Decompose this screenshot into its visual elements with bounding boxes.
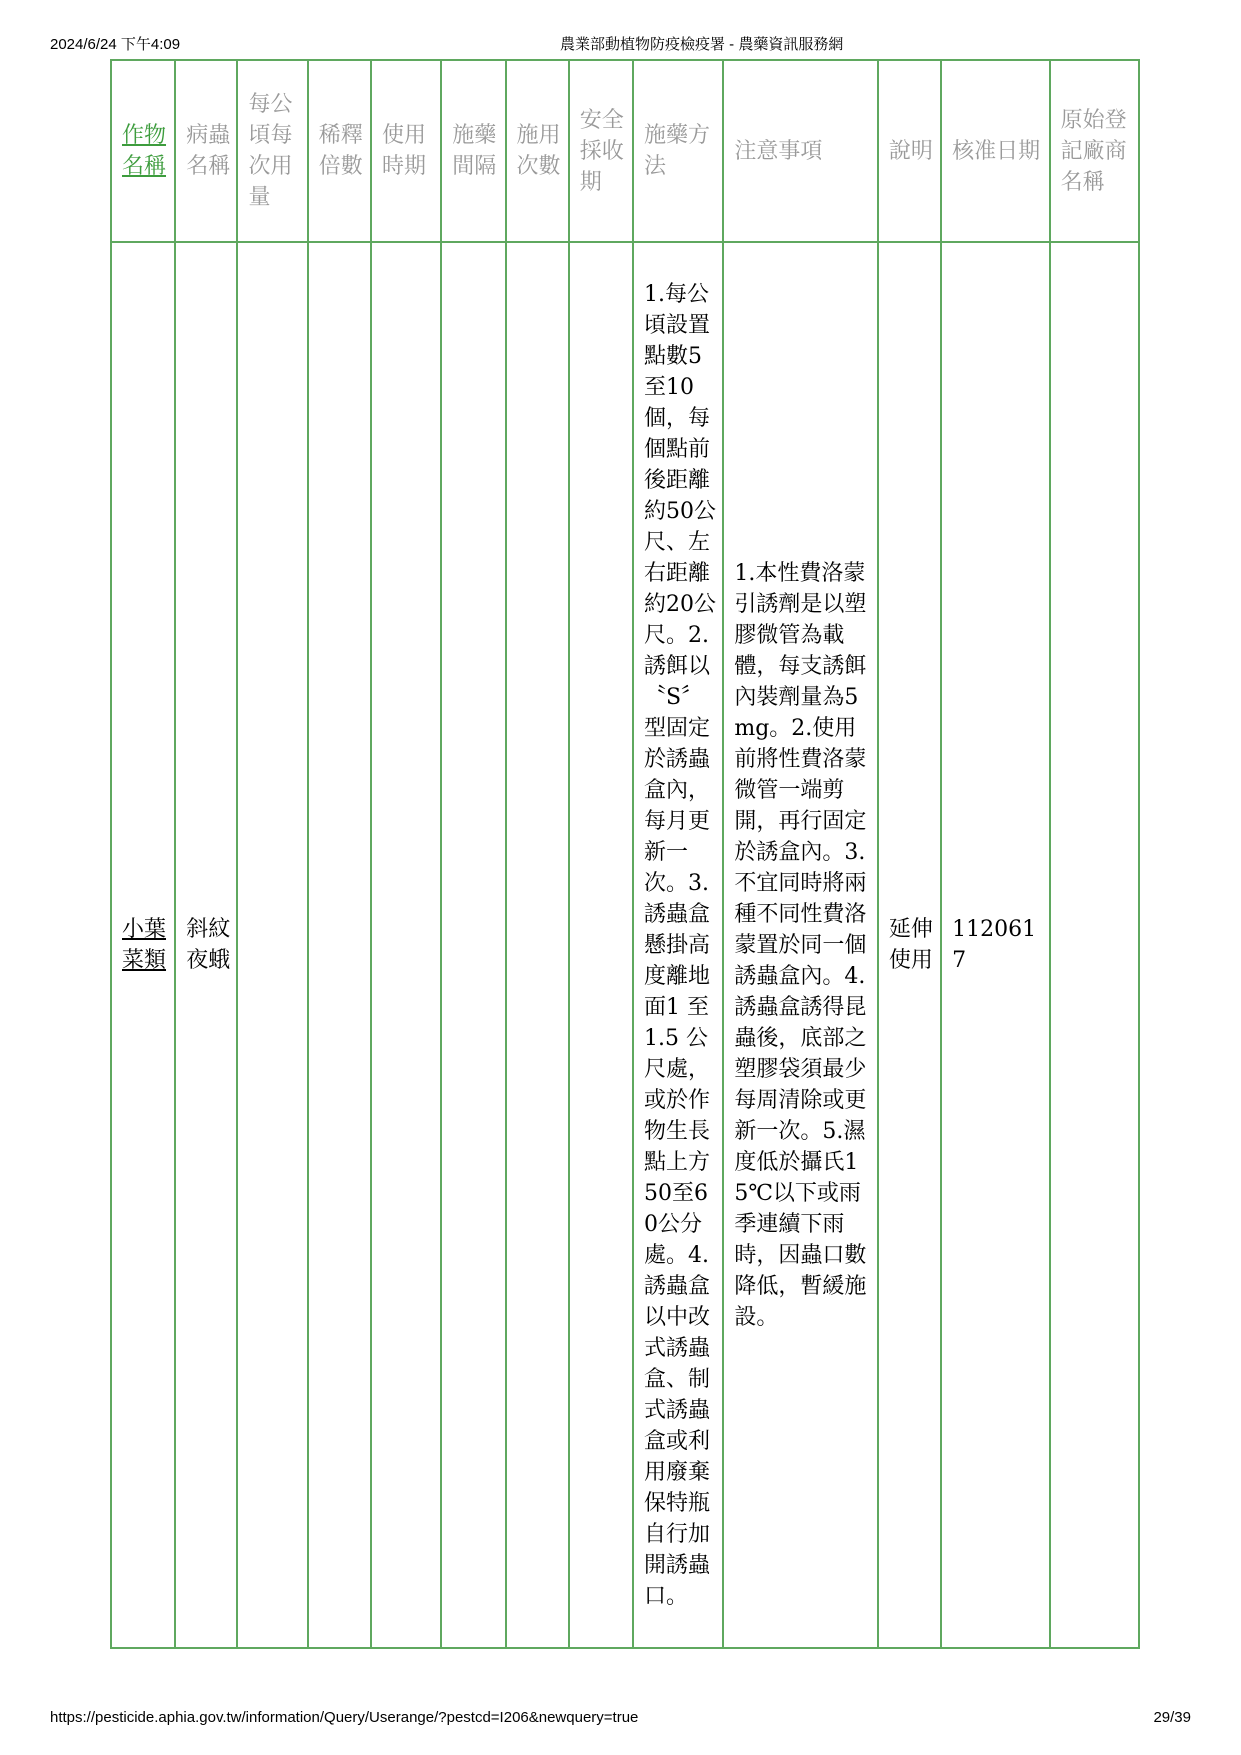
cell-dilution xyxy=(308,242,371,1648)
print-footer xyxy=(50,1709,1191,1729)
cell-registrant xyxy=(1050,242,1139,1648)
cell-dosage xyxy=(237,242,307,1648)
crop-link[interactable]: 小葉菜類 xyxy=(122,917,167,973)
table-header-row xyxy=(111,60,1139,242)
page-number: 29/39 xyxy=(1153,1709,1191,1726)
column-header-timing: 使用時期 xyxy=(371,60,441,242)
column-header-registrant: 原始登記廠商名稱 xyxy=(1050,60,1139,242)
column-header-method: 施藥方法 xyxy=(633,60,723,242)
print-header xyxy=(50,33,1191,53)
column-header-dilution: 稀釋倍數 xyxy=(308,60,371,242)
cell-safe-harvest xyxy=(569,242,633,1648)
cell-crop xyxy=(111,242,175,1648)
column-header-dosage: 每公頃每次用量 xyxy=(237,60,307,242)
page-url: https://pesticide.aphia.gov.tw/information/Query/Userange/?pestcd=I206&newquery=true xyxy=(50,1709,639,1726)
site-title: 農業部動植物防疫檢疫署 - 農藥資訊服務網 xyxy=(560,36,844,53)
column-header-safe-harvest: 安全採收期 xyxy=(569,60,633,242)
column-header-description: 說明 xyxy=(878,60,941,242)
cell-notes: 1.本性費洛蒙引誘劑是以塑膠微管為載體，每支誘餌內裝劑量為5mg。2.使用前將性費洛蒙微管一端剪開，再行固定於誘盒內。3.不宜同時將兩種不同性費洛蒙置於同一個誘蟲盒內。4.誘蟲盒誘得昆蟲後，底部之塑膠袋須最少每周清除或更新一次。5.濕度低於攝氏15℃以下或雨季連續下雨時，因蟲口數降低，暫緩施設。 xyxy=(723,242,878,1648)
cell-method: 1.每公頃設置點數5至10個，每個點前後距離約50公尺、左右距離約20公尺。2.誘餌以〝S〞型固定於誘蟲盒內，每月更新一次。3.誘蟲盒懸掛高度離地面1 至1.5 公尺處，或於作物生長點上方50至60公分處。4.誘蟲盒以中改式誘蟲盒、制式誘蟲盒或利用廢棄保特瓶自行加開誘蟲口。 xyxy=(633,242,723,1648)
column-header-times: 施用次數 xyxy=(506,60,569,242)
cell-times xyxy=(506,242,569,1648)
cell-approval-date: 1120617 xyxy=(941,242,1049,1648)
column-header-approval-date: 核准日期 xyxy=(941,60,1049,242)
table-row xyxy=(111,242,1139,1648)
cell-description: 延伸使用 xyxy=(878,242,941,1648)
cell-timing xyxy=(371,242,441,1648)
column-header-crop[interactable] xyxy=(111,60,175,242)
sort-link-crop[interactable]: 作物名稱 xyxy=(122,123,167,179)
print-datetime: 2024/6/24 下午4:09 xyxy=(50,36,181,53)
cell-pest: 斜紋夜蛾 xyxy=(175,242,237,1648)
usage-range-table xyxy=(110,59,1140,1649)
column-header-interval: 施藥間隔 xyxy=(441,60,505,242)
column-header-notes: 注意事項 xyxy=(723,60,878,242)
column-header-pest: 病蟲名稱 xyxy=(175,60,237,242)
cell-interval xyxy=(441,242,505,1648)
